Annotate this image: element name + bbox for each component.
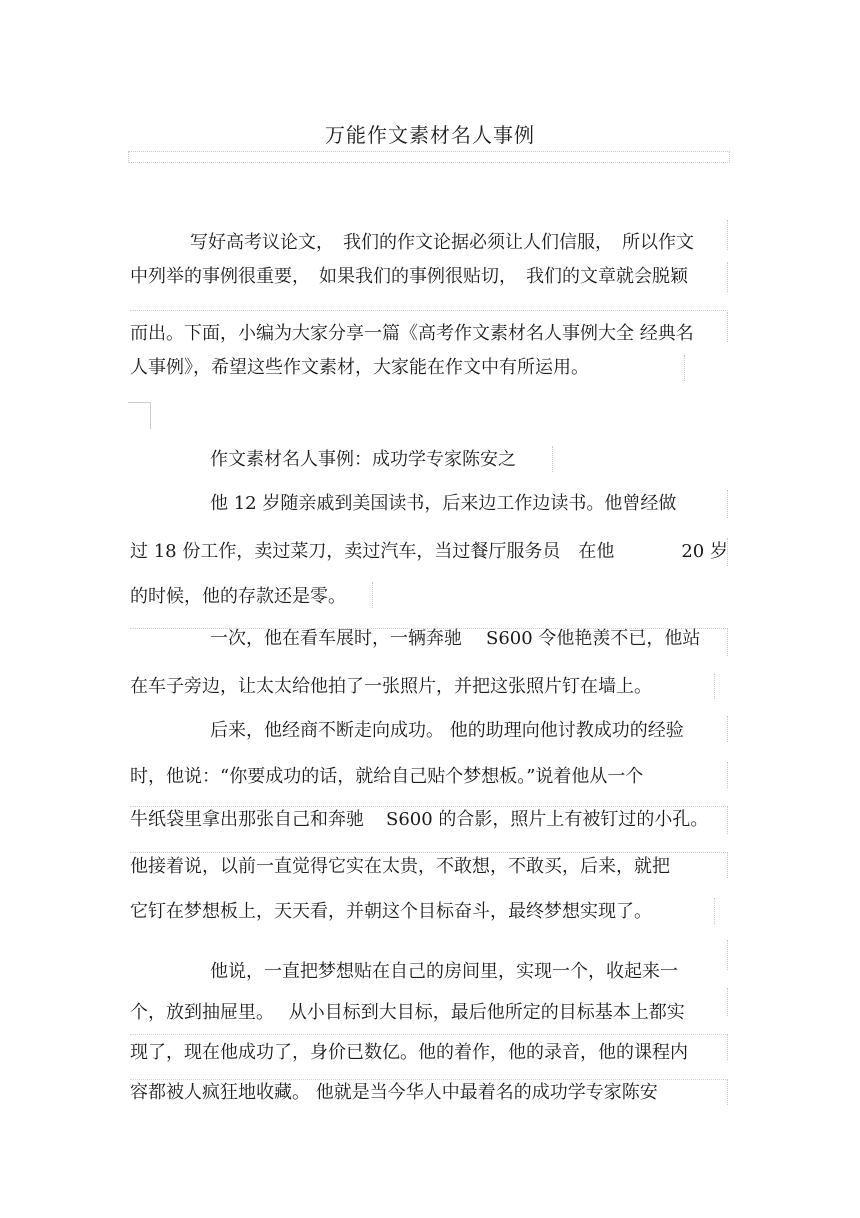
- guide-line: [130, 1079, 728, 1080]
- body-text: S600 的合影，照片上有被钉过的小孔。: [386, 809, 709, 830]
- body-line: [130, 803, 730, 837]
- guide-line: [727, 490, 728, 518]
- body-line: 现了，现在他成功了，身价已数亿。他的着作，他的录音，他的课程内: [130, 1042, 688, 1063]
- guide-line: [727, 1079, 728, 1105]
- body-line: 个，放到抽屉里。 从小目标到大目标，最后他所定的目标基本上都实: [130, 1002, 685, 1023]
- guide-line: [130, 852, 728, 853]
- intro-line: 写好高考议论文， 我们的作文论据必须让人们信服， 所以作文: [190, 232, 694, 253]
- intro-line: 人事例》，希望这些作文素材，大家能在作文中有所运用。: [130, 357, 589, 378]
- body-line: 容都被人疯狂地收藏。 他就是当今华人中最着名的成功学专家陈安: [130, 1082, 658, 1103]
- body-text: S600 令他艳羡不已，他站: [486, 628, 701, 649]
- body-line: [130, 535, 730, 569]
- guide-line: [684, 355, 685, 381]
- intro-line: 中列举的事例很重要， 如果我们的事例很贴切， 我们的文章就会脱颖: [130, 266, 688, 287]
- guide-line: [130, 806, 728, 807]
- guide-line: [727, 262, 728, 292]
- body-line: 它钉在梦想板上，天天看，并朝这个目标奋斗，最终梦想实现了。: [130, 901, 652, 922]
- guide-line: [130, 1034, 728, 1035]
- guide-line: [727, 538, 728, 566]
- body-line: 后来，他经商不断走向成功。 他的助理向他讨教成功的经验: [210, 720, 684, 741]
- body-text: 牛纸袋里拿出那张自己和奔驰: [130, 809, 364, 830]
- guide-line: [130, 628, 728, 629]
- guide-line: [727, 852, 728, 878]
- guide-line: [727, 312, 728, 342]
- body-line: 他 12 岁随亲戚到美国读书，后来边工作边读书。他曾经做: [210, 493, 677, 514]
- title-divider: [128, 151, 730, 163]
- guide-line: [727, 628, 728, 656]
- page-title: 万能作文素材名人事例: [325, 123, 535, 147]
- guide-line: [714, 673, 715, 699]
- body-line: 他接着说，以前一直觉得它实在太贵，不敢想，不敢买，后来，就把: [130, 856, 670, 877]
- guide-line: [714, 898, 715, 924]
- guide-line: [727, 220, 728, 250]
- guide-line: [727, 940, 728, 970]
- guide-line: [727, 1034, 728, 1060]
- body-line: 在车子旁边，让太太给他拍了一张照片，并把这张照片钉在墙上。: [130, 676, 652, 697]
- guide-line: [727, 806, 728, 834]
- body-text: 一次，他在看车展时，一辆奔驰: [210, 628, 462, 649]
- intro-line: 而出。下面，小编为大家分享一篇《高考作文素材名人事例大全 经典名: [130, 323, 694, 344]
- body-text: 过 18 份工作，卖过菜刀，卖过汽车，当过餐厅服务员 在他: [130, 541, 615, 562]
- section-marker: [128, 402, 151, 429]
- body-line: 的时候，他的存款还是零。: [130, 586, 346, 607]
- guide-line: [552, 446, 553, 472]
- guide-line: [130, 310, 728, 311]
- guide-line: [727, 762, 728, 788]
- body-line: 他说，一直把梦想贴在自己的房间里，实现一个，收起来一: [210, 961, 678, 982]
- body-text: 20 岁: [681, 541, 728, 562]
- guide-line: [727, 988, 728, 1016]
- section-heading: 作文素材名人事例：成功学专家陈安之: [210, 449, 516, 470]
- guide-line: [727, 716, 728, 742]
- body-line: 时，他说：“你要成功的话，就给自己贴个梦想板。”说着他从一个: [130, 766, 644, 787]
- guide-line: [372, 582, 373, 608]
